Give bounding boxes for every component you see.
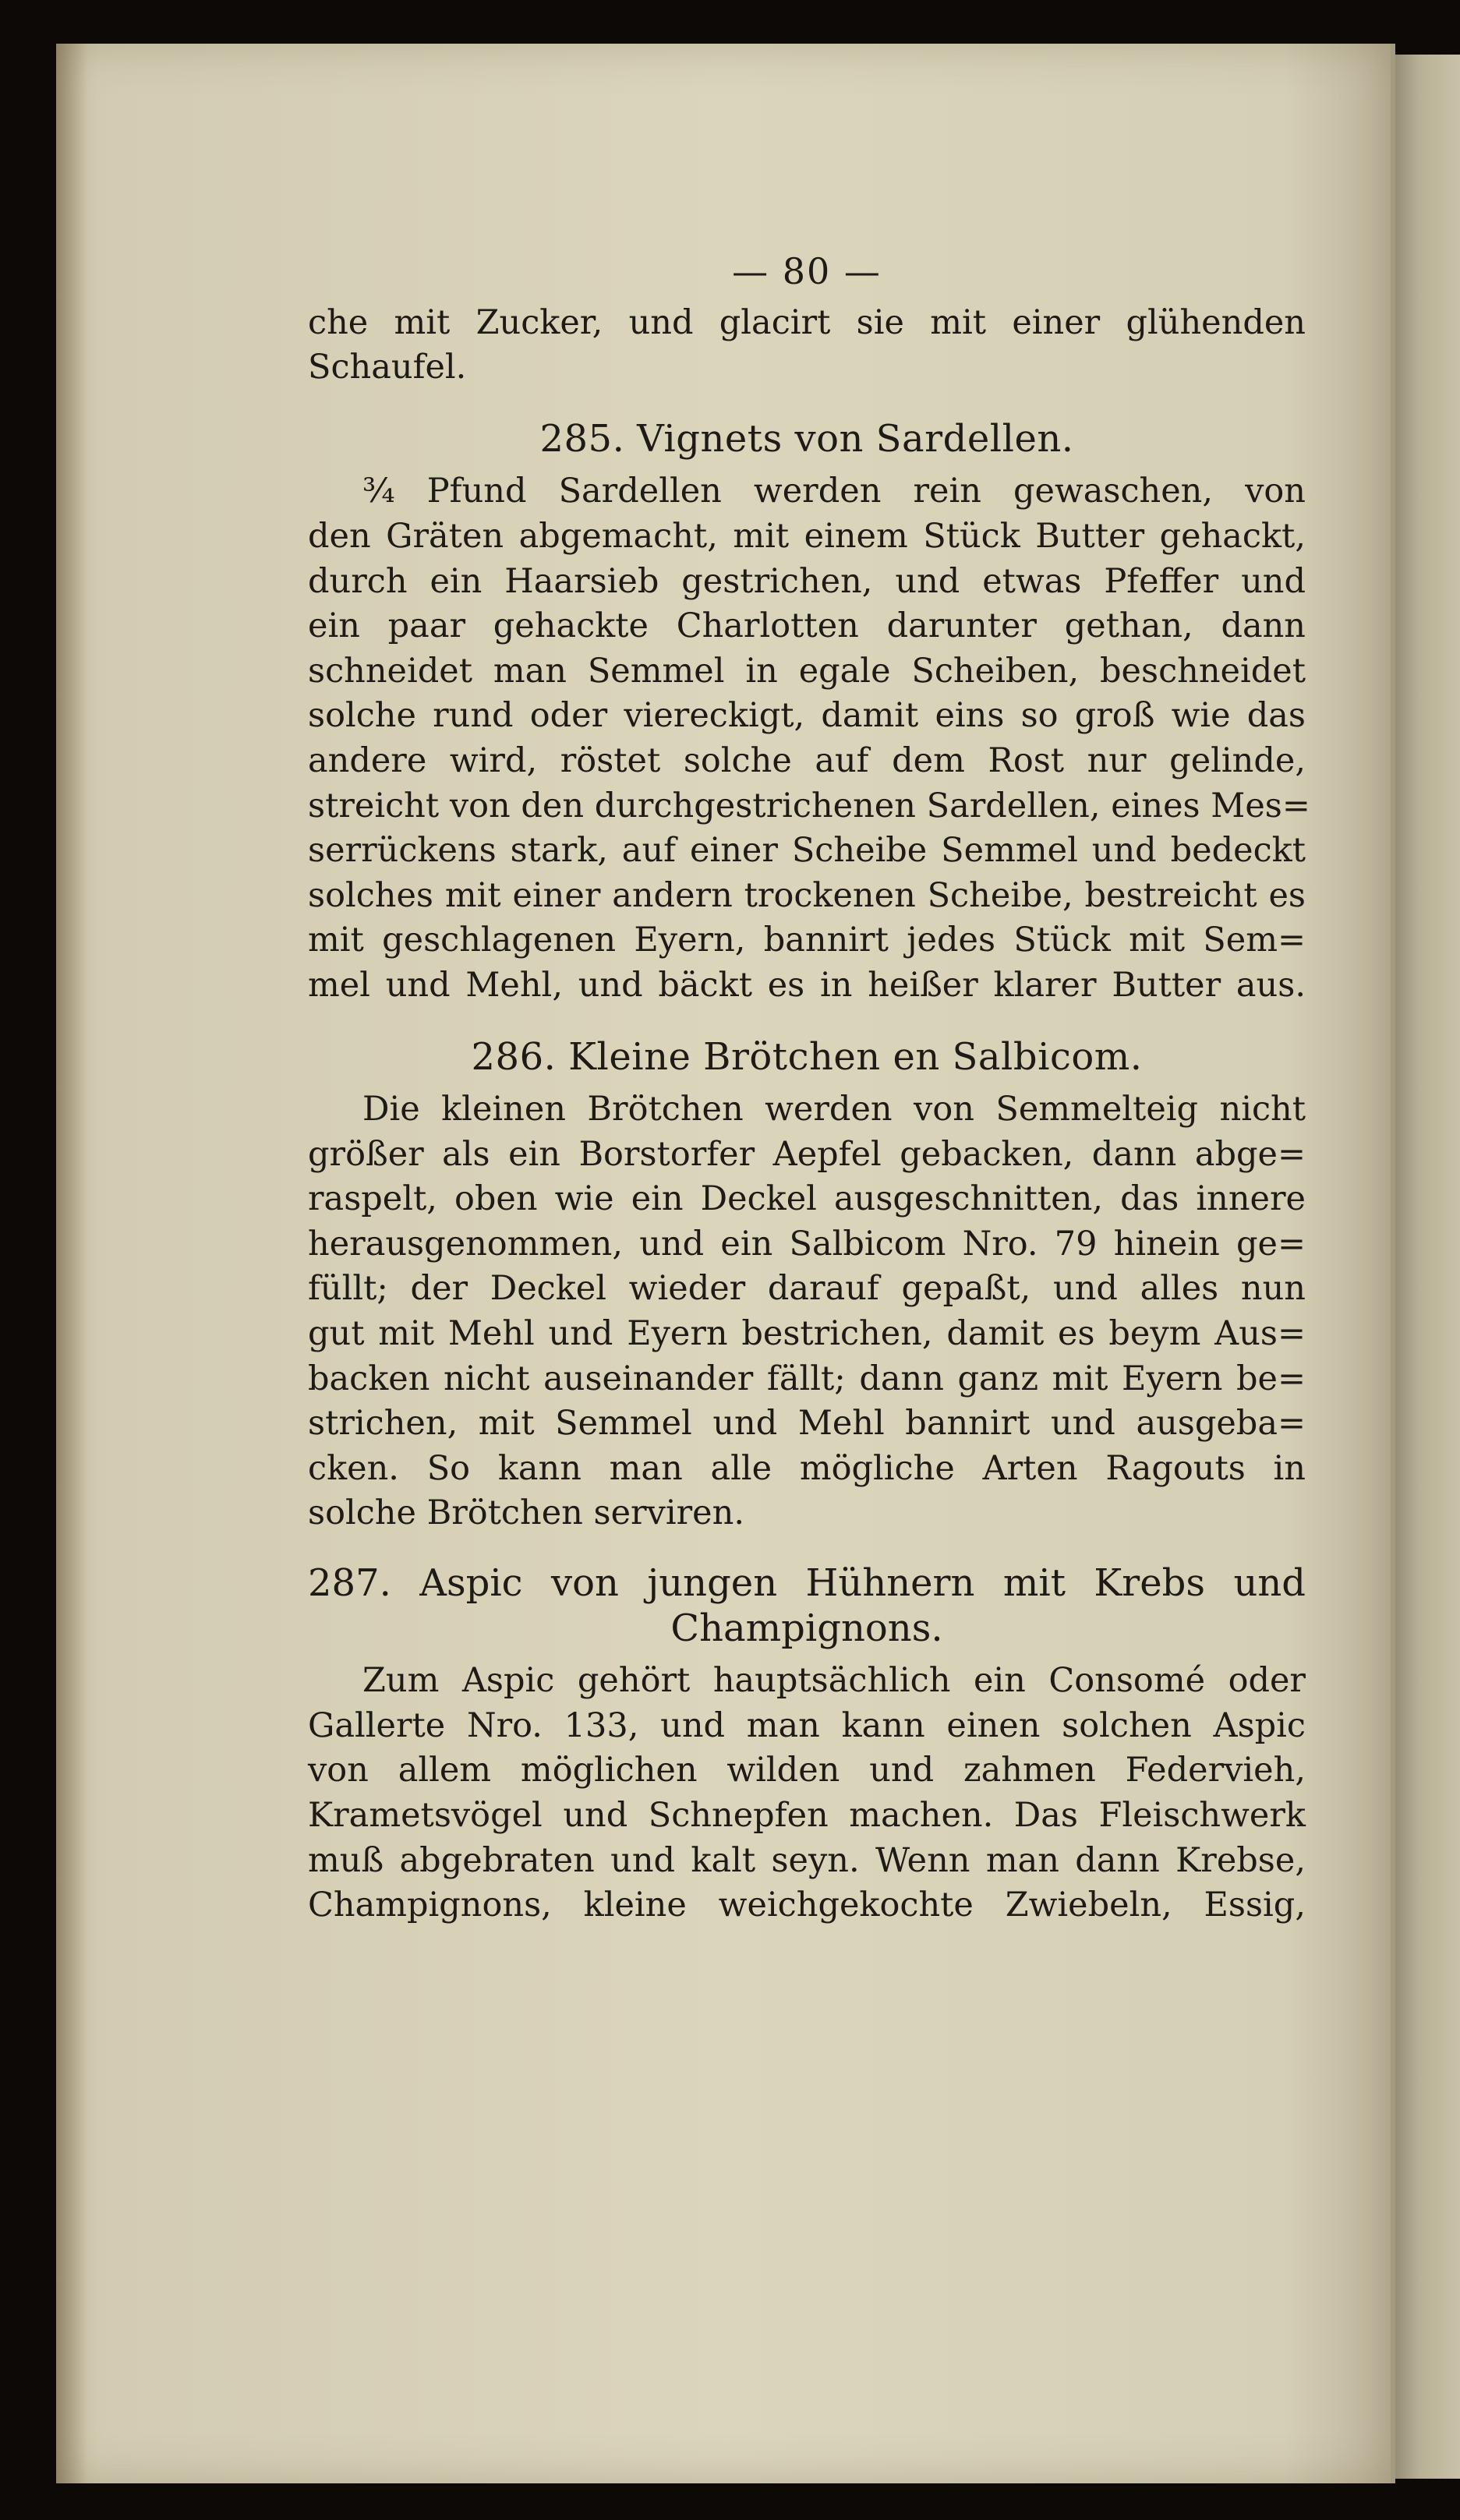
text-line: strichen, mit Semmel und Mehl bannirt und ausgeba= <box>308 1404 1306 1444</box>
recipe-title <box>308 1561 1306 1651</box>
text-line: schneidet man Semmel in egale Scheiben, beschneidet <box>308 651 1306 691</box>
spine-shadow <box>56 44 87 2483</box>
text-line: ¾ Pfund Sardellen werden rein gewaschen, von <box>362 472 1306 511</box>
text-line: ein paar gehackte Charlotten darunter gethan, dann <box>308 606 1306 646</box>
text-line: streicht von den durchgestrichenen Sardellen, eines Mes= <box>308 786 1310 825</box>
recipe-285 <box>308 416 1310 1009</box>
page-text <box>308 249 1310 1928</box>
adjacent-page-edge <box>1391 55 1460 2479</box>
page-number: — 80 — <box>732 250 882 292</box>
text-line: Die kleinen Brötchen werden von Semmelteig nicht <box>362 1090 1306 1129</box>
text-line: Zum Aspic gehört hauptsächlich ein Consomé oder <box>362 1661 1306 1701</box>
text-line: von allem möglichen wilden und zahmen Federvieh, <box>308 1751 1306 1790</box>
text-line: muß abgebraten und kalt seyn. Wenn man dann Krebse, <box>308 1840 1306 1880</box>
text-line: andere wird, röstet solche auf dem Rost nur gelinde, <box>308 740 1306 780</box>
text-line: raspelt, oben wie ein Deckel ausgeschnitten, das innere <box>308 1179 1306 1219</box>
recipe-title-line: 287. Aspic von jungen Hühnern mit Krebs und <box>308 1561 1306 1606</box>
text-line: serrückens stark, auf einer Scheibe Semmel und bedeckt <box>308 831 1306 871</box>
continuation-paragraph <box>308 301 1306 391</box>
text-line: herausgenommen, und ein Salbicom Nro. 79 hinein ge= <box>308 1224 1306 1264</box>
recipe-title: 285. Vignets von Sardellen. <box>539 416 1074 461</box>
recipe-title: 286. Kleine Brötchen en Salbicom. <box>471 1034 1143 1079</box>
recipe-title-line: Champignons. <box>670 1606 943 1650</box>
text-line: durch ein Haarsieb gestrichen, und etwas Pfeffer und <box>308 561 1306 601</box>
text-line: solche rund oder viereckigt, damit eins so groß wie das <box>308 696 1306 736</box>
text-line: solche Brötchen serviren. <box>308 1493 744 1533</box>
text-line: solches mit einer andern trockenen Scheibe, bestreicht es <box>308 875 1306 915</box>
recipe-286 <box>308 1035 1306 1537</box>
text-line: mel und Mehl, und bäckt es in heißer klarer Butter aus. <box>308 965 1306 1005</box>
text-line: mit geschlagenen Eyern, bannirt jedes Stück mit Sem= <box>308 921 1306 960</box>
recipe-287 <box>308 1561 1306 1928</box>
text-line: che mit Zucker, und glacirt sie mit einer glühenden <box>308 302 1306 342</box>
text-line: Schaufel. <box>308 348 467 387</box>
text-line: Krametsvögel und Schnepfen machen. Das Fleischwerk <box>308 1796 1306 1835</box>
text-line: Gallerte Nro. 133, und man kann einen solchen Aspic <box>308 1705 1306 1745</box>
text-line: größer als ein Borstorfer Aepfel gebacken, dann abge= <box>308 1134 1306 1174</box>
text-line: backen nicht auseinander fällt; dann ganz mit Eyern be= <box>308 1359 1306 1398</box>
text-line: den Gräten abgemacht, mit einem Stück Butter gehackt, <box>308 516 1306 556</box>
text-line: cken. So kann man alle mögliche Arten Ragouts in <box>308 1448 1306 1488</box>
text-line: füllt; der Deckel wieder darauf gepaßt, und alles nun <box>308 1269 1306 1309</box>
text-line: Champignons, kleine weichgekochte Zwiebeln, Essig, <box>308 1886 1306 1925</box>
text-line: gut mit Mehl und Eyern bestrichen, damit es beym Aus= <box>308 1314 1306 1354</box>
